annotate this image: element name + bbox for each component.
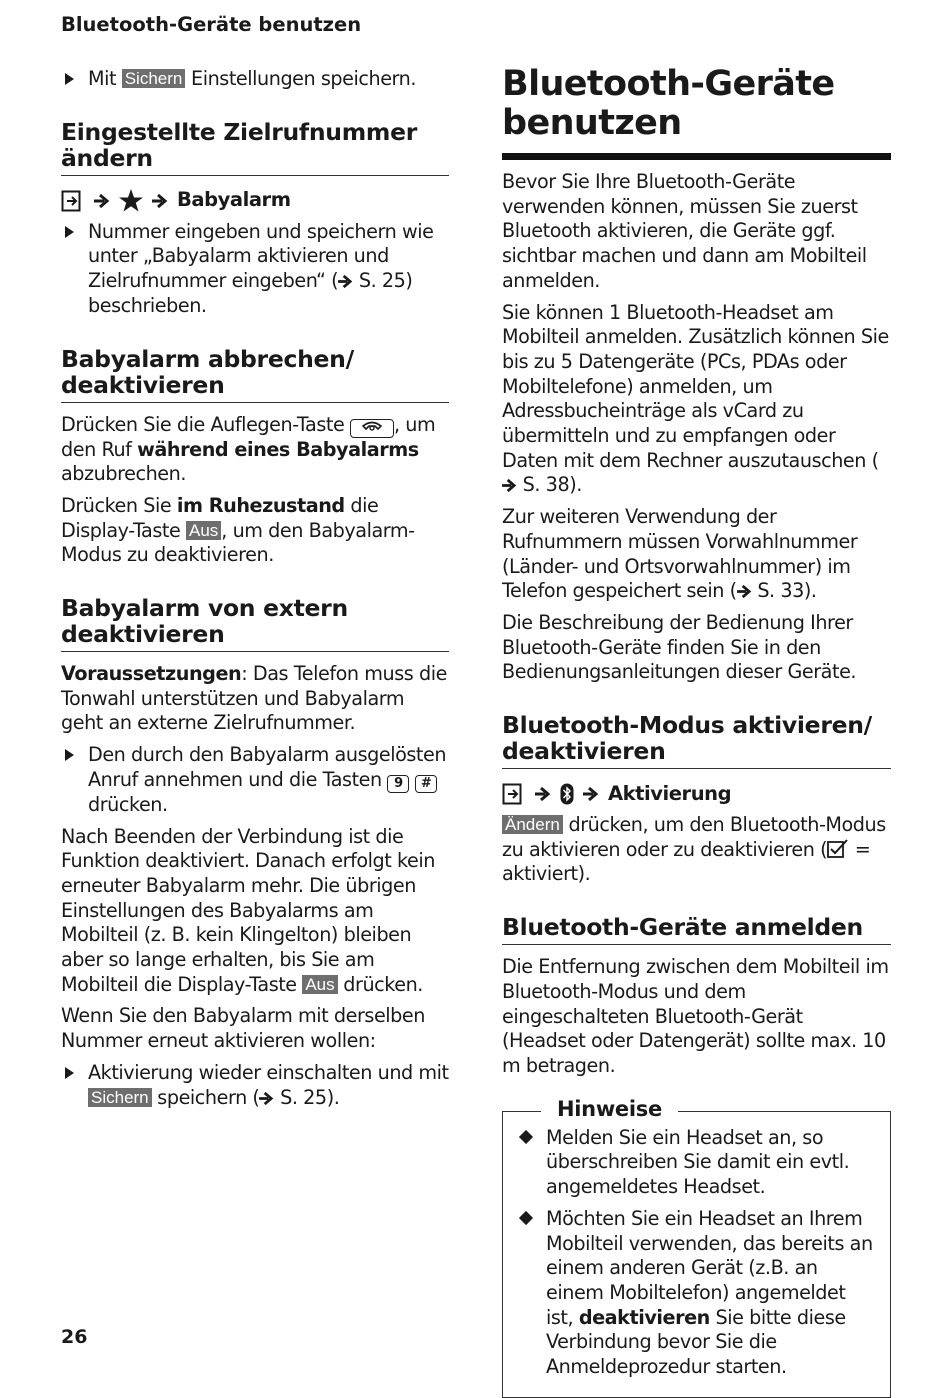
bluetooth-icon	[560, 783, 574, 805]
arrow-icon	[583, 787, 599, 801]
softkey-aus: Aus	[186, 521, 221, 540]
aktivierung-bullet: Aktivierung wieder einschalten und mit Sichern speichern ( S. 25).	[61, 1061, 449, 1110]
arrow-icon	[338, 275, 353, 288]
number-bullet: Nummer eingeben und speichern wie unter „Babyalarm aktivieren und Zielrufnummer eingeben“ ( S. 25) beschrieben.	[61, 220, 449, 319]
softkey-sichern: Sichern	[122, 69, 186, 88]
save-bullet: Mit Sichern Einstellungen speichern.	[61, 67, 449, 92]
paragraph-headset: Sie können 1 Bluetooth-Headset am Mobilteil anmelden. Zusätzlich können Sie bis zu 5 Datengeräte (PCs, PDAs oder Mobiltelefone) anmelden, um Adressbucheinträge als vCard zu übermitteln und zu empfangen oder Daten mit dem Rechner auszutauschen ( S. 38).	[502, 300, 889, 497]
page-number: 26	[61, 1326, 88, 1348]
softkey-sichern: Sichern	[88, 1088, 152, 1107]
tasten-bullet: Den durch den Babyalarm ausgelösten Anruf annehmen und die Tasten 9 # drücken.	[61, 743, 449, 817]
nav-label: Babyalarm	[177, 188, 291, 212]
bullet-triangle-icon	[65, 226, 74, 238]
arrow-icon	[259, 1092, 274, 1105]
bullet-diamond-icon	[519, 1130, 533, 1144]
heading-bt-modus: Bluetooth-Modus aktivieren/ deaktivieren	[502, 712, 891, 769]
notes-box	[502, 1096, 891, 1398]
paragraph-nach-beenden: Nach Beenden der Verbindung ist die Funktion deaktiviert. Danach erfolgt kein erneuter Babyalarm mehr. Die übrigen Einstellungen des Babyalarms am Mobilteil (z. B. kein Klingelton) bleiben aber so lange erhalten, bis Sie am Mobilteil die Display-Taste Aus drücken.	[61, 824, 435, 996]
key-9: 9	[387, 775, 409, 793]
bullet-triangle-icon	[65, 73, 74, 85]
star-icon	[119, 189, 143, 212]
bullet-triangle-icon	[65, 749, 74, 761]
end-call-icon	[350, 419, 394, 438]
note-item: Melden Sie ein Headset an, so überschreiben Sie damit ein evtl. angemeldetes Headset.	[518, 1126, 876, 1200]
nav-label: Aktivierung	[608, 781, 732, 805]
paragraph-intro: Bevor Sie Ihre Bluetooth-Geräte verwenden können, müssen Sie zuerst Bluetooth aktivieren, die Geräte ggf. sichtbar machen und dann am Mobilteil anmelden.	[502, 170, 867, 292]
paragraph-ruhezustand: Drücken Sie im Ruhezustand die Display-Taste Aus , um den Babyalarm-Modus zu deaktivieren.	[61, 493, 415, 567]
bullet-triangle-icon	[65, 1067, 74, 1079]
arrow-icon	[737, 585, 752, 598]
heading-zielrufnummer: Eingestellte Zielrufnummer ändern	[61, 119, 449, 176]
arrow-icon	[535, 787, 551, 801]
chapter-title: Bluetooth-Geräte benutzen	[502, 65, 891, 160]
softkey-aus: Aus	[302, 975, 337, 994]
paragraph-voraussetzungen: Voraussetzungen: Das Telefon muss die Tonwahl unterstützen und Babyalarm geht an externe Zielrufnummer.	[61, 662, 447, 735]
right-column	[502, 65, 891, 1398]
nav-path-babyalarm	[61, 186, 449, 216]
arrow-icon	[152, 194, 168, 208]
running-head: Bluetooth-Geräte benutzen	[61, 13, 362, 36]
paragraph-beschreibung: Die Beschreibung der Bedienung Ihrer Bluetooth-Geräte finden Sie in den Bedienungsanleitungen dieser Geräte.	[502, 610, 857, 684]
left-column	[61, 67, 449, 1117]
bullet-diamond-icon	[519, 1211, 533, 1225]
notes-title: Hinweise	[541, 1097, 678, 1122]
menu-icon	[502, 783, 526, 805]
paragraph-entfernung: Die Entfernung zwischen dem Mobilteil im Bluetooth-Modus und dem eingeschalteten Bluetooth-Gerät (Headset oder Datengerät) sollte max. 10 m betragen.	[502, 955, 889, 1077]
paragraph-aendern: Ändern drücken, um den Bluetooth-Modus zu aktivieren oder zu deaktivieren ( = aktiviert).	[502, 813, 886, 886]
paragraph-vorwahl: Zur weiteren Verwendung der Rufnummern müssen Vorwahlnummer (Länder- und Ortsvorwahlnummer) im Telefon gespeichert sein ( S. 33).	[502, 505, 858, 603]
softkey-aendern: Ändern	[502, 815, 563, 834]
nav-path-aktivierung	[502, 779, 891, 809]
menu-icon	[61, 190, 85, 212]
note-item: Möchten Sie ein Headset an Ihrem Mobilteil verwenden, das bereits an einem anderen Gerät (z.B. an einem Mobiltelefon) angemeldet ist, deaktivieren Sie bitte diese Verbindung bevor Sie die Anmeldeprozedur starten.	[518, 1207, 876, 1380]
heading-anmelden: Bluetooth-Geräte anmelden	[502, 914, 891, 945]
checkbox-icon	[827, 839, 849, 859]
heading-abbrechen: Babyalarm abbrechen/ deaktivieren	[61, 346, 449, 403]
paragraph-erneut: Wenn Sie den Babyalarm mit derselben Nummer erneut aktivieren wollen:	[61, 1004, 425, 1053]
heading-extern: Babyalarm von extern deaktivieren	[61, 595, 449, 652]
paragraph-auflegen: Drücken Sie die Auflegen-Taste , um den Ruf während eines Babyalarms abzubrechen.	[61, 412, 436, 486]
arrow-icon	[94, 194, 110, 208]
key-hash: #	[415, 775, 437, 793]
arrow-icon	[502, 479, 517, 492]
